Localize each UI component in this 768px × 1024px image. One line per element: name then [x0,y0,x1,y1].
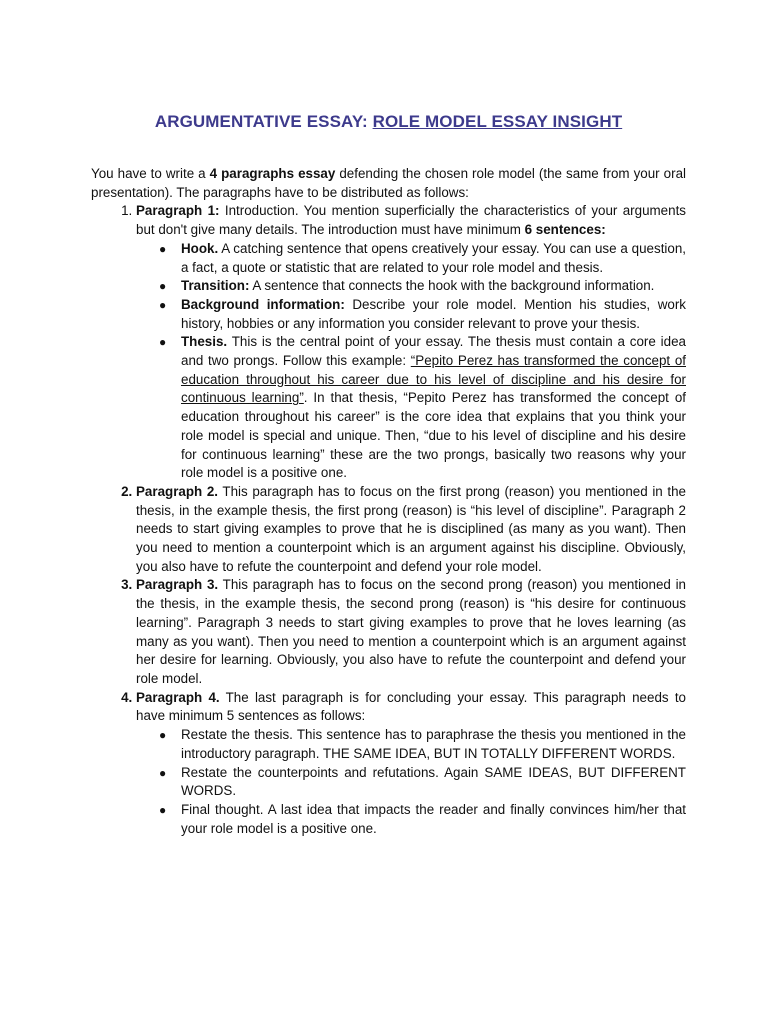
restate-counterpoints-text: Restate the counterpoints and refutations. Again SAME IDEAS, BUT DIFFERENT WORDS. [181,764,686,799]
paragraph-3-text: This paragraph has to focus on the second prong (reason) you mentioned in the thesis, in the example thesis, the second prong (reason) is “his desire for continuous learning”. Paragraph 3 needs to start giving examples to prove that he loves learning (as many as you want). Then you need to mention a counterpoint which is an argument against her desire for learning. Obviously, you also have to refute the counterpoint and defend your role model. [136,577,687,686]
hook-text: A catching sentence that opens creatively your essay. You can use a question, a fact, a quote or statistic that are related to your role model and thesis. [181,240,686,275]
bullet-thesis [159,333,686,483]
intro-bold: 4 paragraphs essay [209,166,336,181]
paragraph-4-label: Paragraph 4. [136,689,220,705]
thesis-label: Thesis. [181,334,228,350]
list-item-paragraph-3 [136,576,686,688]
title-prefix: ARGUMENTATIVE ESSAY: [154,112,373,131]
title-underlined: ROLE MODEL ESSAY INSIGHT [372,112,623,131]
page-title [91,112,686,132]
paragraph-4-bullets [136,726,686,838]
bullet-icon: ● [159,335,167,350]
background-text: Describe your role model. Mention his studies, work history, hobbies or any information you consider relevant to prove your thesis. [181,296,686,331]
paragraph-2-label: Paragraph 2. [136,483,219,499]
paragraph-1-text: Introduction. You mention superficially the characteristics of your arguments but don't give many details. The introduction must have minimum [136,203,686,238]
background-label: Background information: [181,296,345,312]
restate-thesis-text: Restate the thesis. This sentence has to paraphrase the thesis you mentioned in the introductory paragraph. THE SAME IDEA, BUT IN TOTALLY DIFFERENT WORDS. [181,727,686,761]
paragraph-3-label: Paragraph 3. [136,577,219,593]
bullet-hook [159,240,686,277]
list-item-paragraph-4 [136,689,686,839]
list-item-paragraph-2 [136,483,686,577]
thesis-text-1: This is the central point of your essay. The thesis must contain a core idea and two prongs. Follow this example: [181,334,686,369]
thesis-text-2: . In that thesis, “Pepito Perez has transformed the concept of education throughout his career” is the core idea that explains that you think your role model is special and unique. Then, “due to his level of discipline and his desire for continuous learning” these are the two prongs, basically two reasons why your role model is a positive one. [181,390,686,481]
intro-text-2: defending the chosen role model (the same from your oral presentation). The paragraphs have to be distributed as follows: [91,166,686,200]
intro-paragraph [91,165,686,202]
list-item-paragraph-1 [136,202,686,483]
thesis-example: “Pepito Perez has transformed the concept of education throughout his career due to his level of discipline and his desire for continuous learning” [181,353,686,406]
paragraph-list [91,202,686,838]
paragraph-1-bold: 6 sentences: [524,222,606,238]
hook-label: Hook. [181,240,219,256]
essay-instructions [91,165,686,838]
bullet-icon: ● [159,279,167,294]
bullet-restate-counterpoints [159,764,686,801]
intro-text-1: You have to write a [91,166,210,181]
bullet-final-thought [159,801,686,838]
bullet-icon: ● [159,802,167,817]
bullet-background [159,296,686,333]
bullet-icon: ● [159,765,167,780]
final-thought-text: Final thought. A last idea that impacts the reader and finally convinces him/her that your role model is a positive one. [181,801,686,836]
paragraph-2-text: This paragraph has to focus on the first prong (reason) you mentioned in the thesis, in the example thesis, the first prong (reason) is “his level of discipline”. Paragraph 2 needs to start giving examples to prove that he is disciplined (as many as you want). Then you need to mention a counterpoint which is an argument against his discipline. Obviously, you also have to refute the counterpoint and defend your role model. [136,483,686,574]
bullet-restate-thesis [159,726,686,763]
bullet-icon: ● [159,241,167,256]
paragraph-1-label: Paragraph 1: [136,203,220,219]
transition-text: A sentence that connects the hook with the background information. [249,278,655,294]
bullet-icon: ● [159,728,167,743]
bullet-transition [159,277,686,296]
paragraph-1-bullets [136,240,686,483]
bullet-icon: ● [159,297,167,312]
paragraph-4-text: The last paragraph is for concluding your essay. This paragraph needs to have minimum 5 sentences as follows: [136,689,686,724]
transition-label: Transition: [181,278,250,294]
